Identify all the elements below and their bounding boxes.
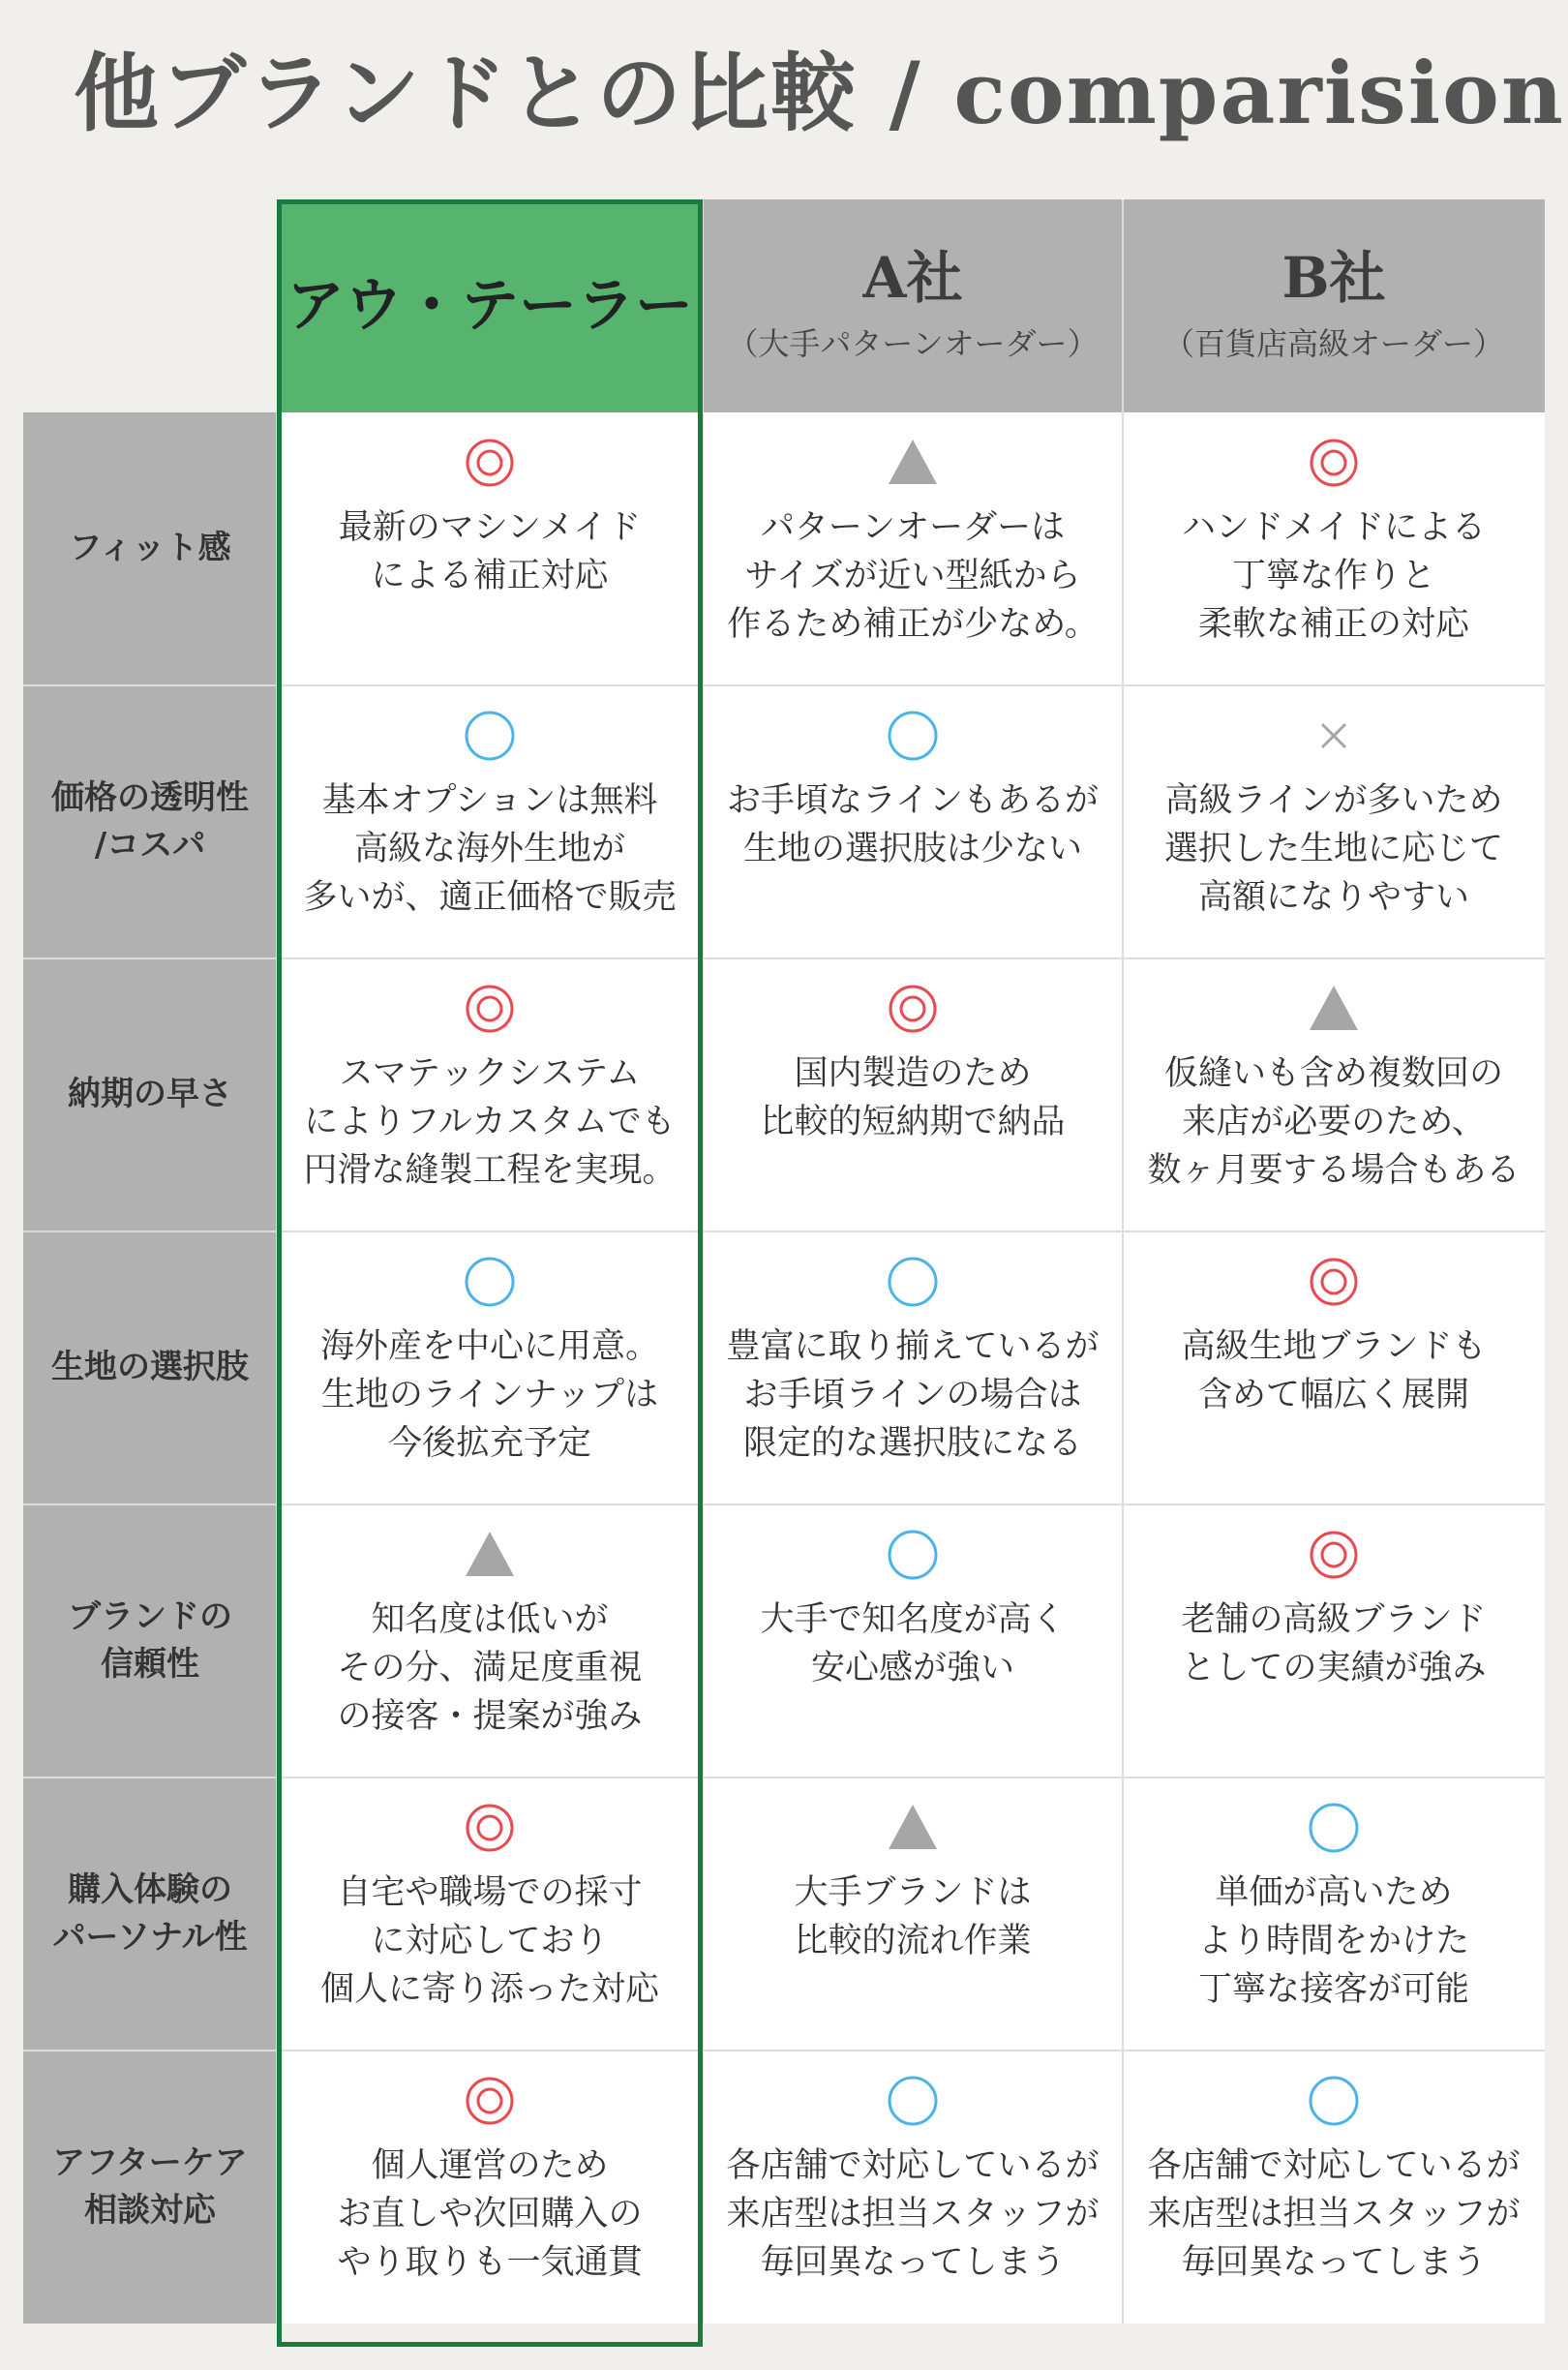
comparison-cell-company-b	[1123, 2051, 1545, 2324]
double-circle-icon	[463, 436, 517, 490]
row-label: フィット感	[23, 412, 277, 685]
triangle-icon	[1307, 982, 1361, 1036]
comparison-cell-aw-tailor	[277, 1231, 703, 1504]
column-header-company-a	[703, 199, 1123, 412]
circle-icon	[886, 1528, 940, 1582]
cell-description: 仮縫いも含め複数回の 来店が必要のため、 数ヶ月要する場合もある	[1147, 1054, 1521, 1190]
row-divider	[23, 2050, 1545, 2051]
cell-description: 単価が高いため より時間をかけた 丁寧な接客が可能	[1197, 1873, 1469, 2009]
cell-description: 大手で知名度が高く 安心感が強い	[760, 1600, 1066, 1687]
double-circle-icon	[463, 982, 517, 1036]
cell-description: 知名度は低いが その分、満足度重視 の接客・提案が強み	[337, 1600, 643, 1736]
row-label: 購入体験の パーソナル性	[23, 1778, 277, 2051]
cell-description: 海外産を中心に用意。 生地のラインナップは 今後拡充予定	[319, 1327, 659, 1463]
cell-description: 基本オプションは無料 高級な海外生地が 多いが、適正価格で販売	[303, 781, 677, 917]
row-label: 生地の選択肢	[23, 1231, 277, 1504]
comparison-cell-company-a	[703, 1778, 1123, 2051]
circle-icon	[463, 1255, 517, 1309]
circle-icon	[886, 709, 940, 763]
column-header-name: アウ・テーラー	[286, 272, 693, 340]
row-divider	[23, 1777, 1545, 1778]
comparison-cell-company-b	[1123, 1504, 1545, 1778]
comparison-cell-company-b	[1123, 958, 1545, 1231]
comparison-cell-aw-tailor	[277, 958, 703, 1231]
triangle-icon	[463, 1528, 517, 1582]
row-label: アフターケア 相談対応	[23, 2051, 277, 2324]
circle-icon	[463, 709, 517, 763]
row-label: 価格の透明性 /コスパ	[23, 685, 277, 958]
label-column-divider	[276, 412, 278, 2324]
comparison-cell-aw-tailor	[277, 1504, 703, 1778]
circle-icon	[886, 1255, 940, 1309]
double-circle-icon	[463, 1801, 517, 1855]
cell-description: 高級ラインが多いため 選択した生地に応じて 高額になりやすい	[1163, 781, 1503, 917]
comparison-cell-company-a	[703, 412, 1123, 685]
double-circle-icon	[1307, 1528, 1361, 1582]
cell-description: 個人運営のため お直しや次回購入の やり取りも一気通貫	[337, 2146, 643, 2282]
comparison-cell-company-b	[1123, 1231, 1545, 1504]
cross-icon	[1307, 709, 1361, 763]
column-header-aw-tailor	[277, 199, 703, 412]
page-title: 他ブランドとの比較 / comparision	[74, 43, 1565, 143]
row-divider	[23, 1231, 1545, 1232]
comparison-cell-company-b	[1123, 412, 1545, 685]
column-divider	[702, 199, 704, 2324]
cell-description: 老舗の高級ブランド としての実績が強み	[1181, 1600, 1487, 1687]
triangle-icon	[886, 436, 940, 490]
column-header-subtitle: （大手パターンオーダー）	[727, 324, 1099, 362]
cell-description: 大手ブランドは 比較的流れ作業	[794, 1873, 1032, 1960]
cell-description: 高級生地ブランドも 含めて幅広く展開	[1181, 1327, 1487, 1414]
cell-description: 自宅や職場での採寸 に対応しており 個人に寄り添った対応	[319, 1873, 659, 2009]
column-divider	[1122, 199, 1124, 2324]
cell-description: 各店舗で対応しているが 来店型は担当スタッフが 毎回異なってしまう	[726, 2146, 1100, 2282]
comparison-cell-company-a	[703, 685, 1123, 958]
comparison-cell-company-a	[703, 1231, 1123, 1504]
column-header-company-b	[1123, 199, 1545, 412]
cell-description: スマテックシステム によりフルカスタムでも 円滑な縫製工程を実現。	[303, 1054, 677, 1190]
column-header-name: B社	[1282, 245, 1386, 312]
column-header-name: A社	[862, 245, 963, 312]
cell-description: 各店舗で対応しているが 来店型は担当スタッフが 毎回異なってしまう	[1147, 2146, 1521, 2282]
double-circle-icon	[886, 982, 940, 1036]
cell-description: お手頃なラインもあるが 生地の選択肢は少ない	[727, 781, 1099, 868]
row-divider	[23, 957, 1545, 959]
column-header-subtitle: （百貨店高級オーダー）	[1162, 324, 1504, 362]
cell-description: 国内製造のため 比較的短納期で納品	[760, 1054, 1066, 1141]
row-divider	[23, 684, 1545, 686]
comparison-cell-company-a	[703, 2051, 1123, 2324]
cell-description: ハンドメイドによる 丁寧な作りと 柔軟な補正の対応	[1182, 508, 1486, 644]
comparison-cell-company-a	[703, 1504, 1123, 1778]
comparison-cell-company-b	[1123, 1778, 1545, 2051]
row-label: 納期の早さ	[23, 958, 277, 1231]
comparison-cell-aw-tailor	[277, 412, 703, 685]
circle-icon	[1307, 2074, 1361, 2128]
comparison-cell-aw-tailor	[277, 1778, 703, 2051]
comparison-cell-company-b	[1123, 685, 1545, 958]
circle-icon	[886, 2074, 940, 2128]
triangle-icon	[886, 1801, 940, 1855]
row-label: ブランドの 信頼性	[23, 1504, 277, 1778]
comparison-cell-aw-tailor	[277, 2051, 703, 2324]
comparison-cell-aw-tailor	[277, 685, 703, 958]
cell-description: パターンオーダーは サイズが近い型紙から 作るため補正が少なめ。	[727, 508, 1099, 644]
cell-description: 最新のマシンメイド による補正対応	[338, 508, 642, 595]
cell-description: 豊富に取り揃えているが お手頃ラインの場合は 限定的な選択肢になる	[726, 1327, 1100, 1463]
double-circle-icon	[1307, 436, 1361, 490]
row-divider	[23, 1504, 1545, 1505]
double-circle-icon	[1307, 1255, 1361, 1309]
circle-icon	[1307, 1801, 1361, 1855]
comparison-cell-company-a	[703, 958, 1123, 1231]
double-circle-icon	[463, 2074, 517, 2128]
